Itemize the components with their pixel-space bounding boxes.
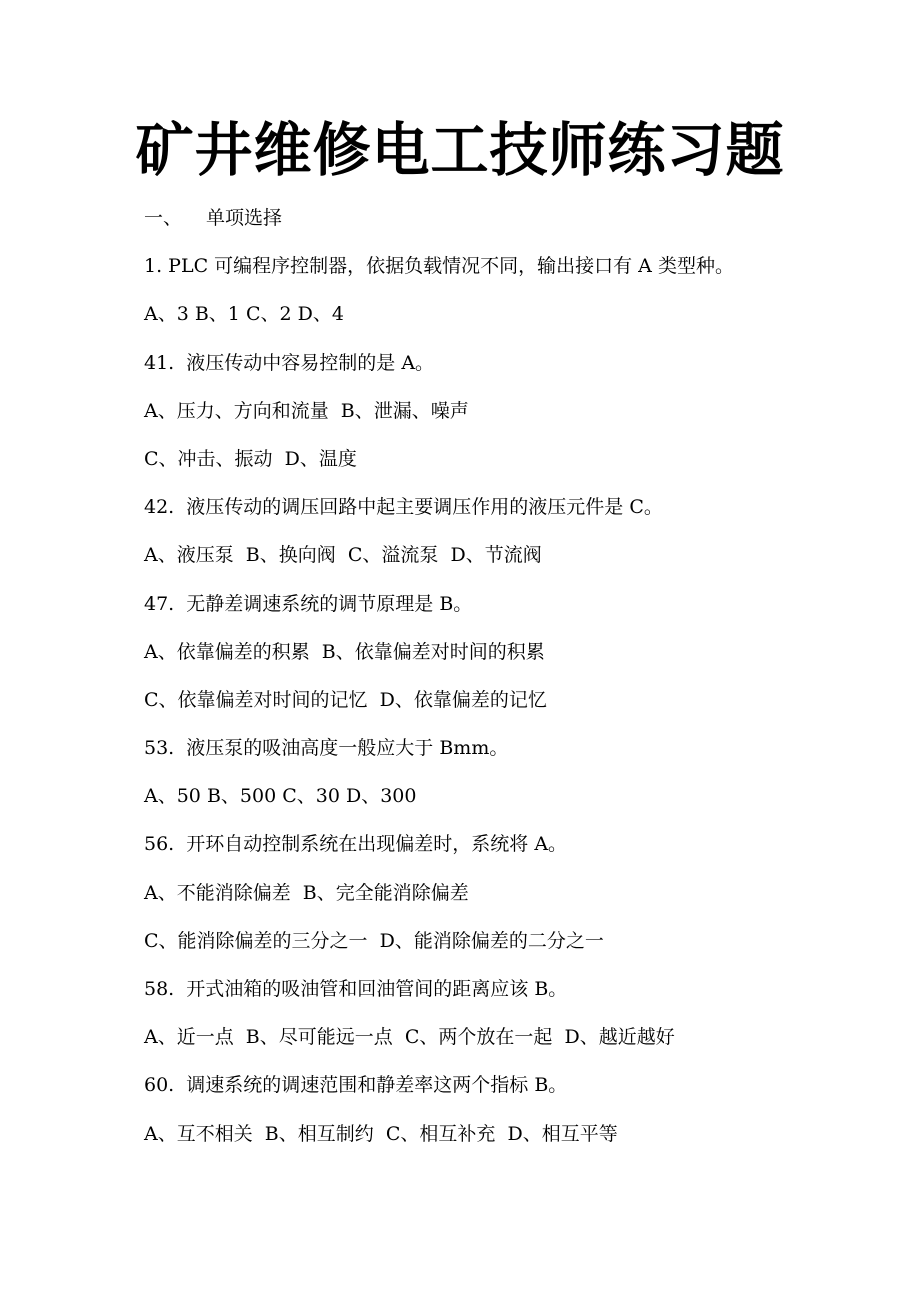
answer-options: A、压力、方向和流量 B、泄漏、噪声 [144, 399, 469, 422]
answer-options: A、互不相关 B、相互制约 C、相互补充 D、相互平等 [144, 1122, 618, 1145]
question-text: 41. 液压传动中容易控制的是 A。 [144, 351, 435, 374]
answer-options: A、液压泵 B、换向阀 C、溢流泵 D、节流阀 [144, 544, 542, 567]
answer-options: A、依靠偏差的积累 B、依靠偏差对时间的积累 [144, 640, 545, 663]
section-number: 一、 [144, 207, 183, 229]
answer-options: C、能消除偏差的三分之一 D、能消除偏差的二分之一 [144, 929, 604, 952]
answer-options: C、依靠偏差对时间的记忆 D、依靠偏差的记忆 [144, 688, 547, 711]
answer-options: C、冲击、振动 D、温度 [144, 447, 357, 470]
question-text: 1. PLC 可编程序控制器，依据负载情况不同，输出接口有 A 类型种。 [144, 255, 734, 278]
question-text: 42. 液压传动的调压回路中起主要调压作用的液压元件是 C。 [144, 496, 663, 519]
document-title: 矿井维修电工技师练习题 [135, 116, 785, 184]
answer-options: A、50 B、500 C、30 D、300 [144, 785, 417, 808]
section-title: 单项选择 [206, 207, 283, 229]
answer-options: A、3 B、1 C、2 D、4 [144, 303, 344, 326]
question-text: 58. 开式油箱的吸油管和回油管间的距离应该 B。 [144, 978, 568, 1000]
question-text: 47. 无静差调速系统的调节原理是 B。 [144, 592, 473, 615]
answer-options: A、不能消除偏差 B、完全能消除偏差 [144, 881, 469, 904]
question-text: 60. 调速系统的调速范围和静差率这两个指标 B。 [144, 1074, 568, 1097]
document-body [144, 201, 884, 1165]
question-text: 53. 液压泵的吸油高度一般应大于 Bmm。 [144, 737, 509, 760]
question-text: 56. 开环自动控制系统在出现偏差时，系统将 A。 [144, 833, 568, 856]
section-heading [144, 201, 884, 249]
answer-options: A、近一点 B、尽可能远一点 C、两个放在一起 D、越近越好 [144, 1026, 675, 1049]
